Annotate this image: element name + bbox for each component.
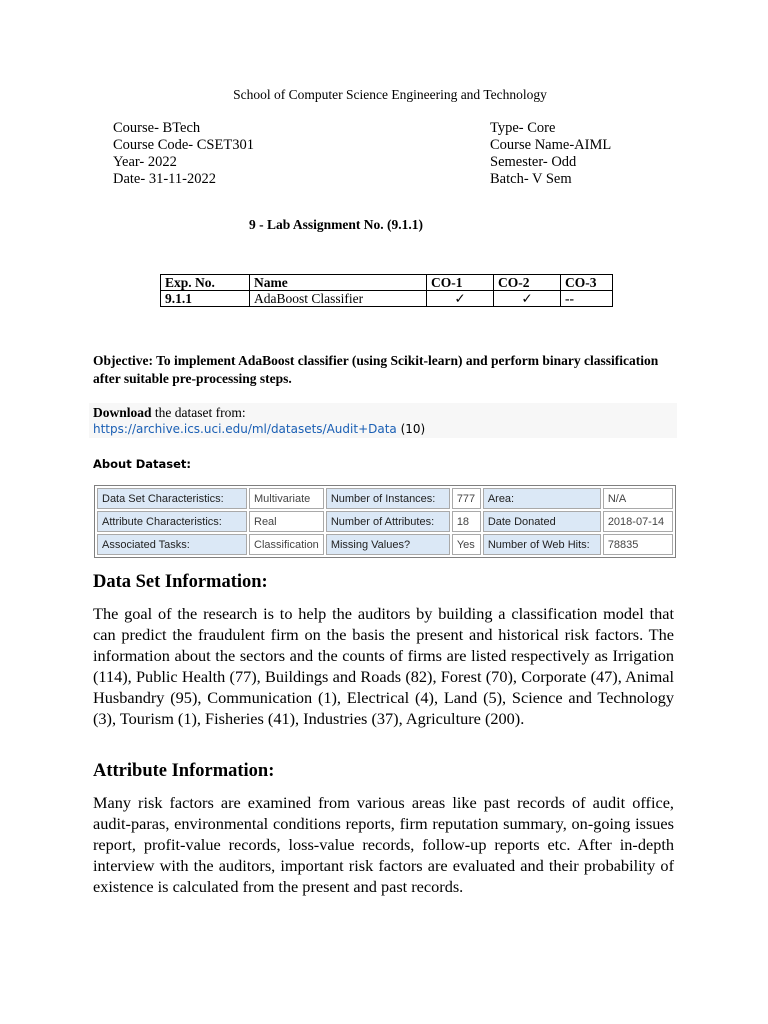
data-set-info-text: The goal of the research is to help the auditors by building a classification model that can predict the fraudulent firm on the basis the present and historical risk factors. The information about the sectors and the counts of firms are listed respectively as Irrigation (114), Public Health (77), Buildings and Roads (82), Forest (70), Corporate (47), Animal Husbandry (95), Communication (1), Electrical (4), Land (5), Science and Technology (3), Tourism (1), Fisheries (41), Industries (37), Agriculture (200). <box>93 604 674 728</box>
batch-field: Batch- V Sem <box>490 171 572 187</box>
type-field: Type- Core <box>490 120 556 136</box>
course-field: Course- BTech <box>113 120 201 136</box>
experiment-table <box>160 274 613 307</box>
dataset-row <box>97 534 673 555</box>
dataset-cell-label: Attribute Characteristics: <box>97 511 247 532</box>
download-line <box>93 405 246 421</box>
course-code-field: Course Code- CSET301 <box>113 137 254 153</box>
experiment-table-header <box>161 275 613 291</box>
dataset-cell-label: Missing Values? <box>326 534 450 555</box>
exp-name-cell: AdaBoost Classifier <box>250 291 427 307</box>
dataset-link[interactable]: https://archive.ics.uci.edu/ml/datasets/Audit+Data <box>93 422 397 436</box>
about-dataset-label: About Dataset: <box>93 457 192 471</box>
year-field: Year- 2022 <box>113 154 177 170</box>
dataset-cell-value: 78835 <box>603 534 673 555</box>
attribute-info-text: Many risk factors are examined from various areas like past records of audit office, audit-paras, environmental conditions reports, firm reputation summary, on-going issues report, profit-value records, loss-value records, follow-up reports etc. After in-depth interview with the auditors, important risk factors are evaluated and their probability of existence is calculated from the present and past records. <box>93 793 674 896</box>
dataset-cell-label: Date Donated <box>483 511 601 532</box>
dataset-cell-value: Multivariate <box>249 488 324 509</box>
dataset-cell-label: Number of Instances: <box>326 488 450 509</box>
course-meta-left <box>113 120 254 188</box>
dataset-cell-value: N/A <box>603 488 673 509</box>
dataset-cell-label: Number of Attributes: <box>326 511 450 532</box>
header-co2: CO-2 <box>494 275 561 291</box>
co3-cell: -- <box>561 291 613 307</box>
dataset-row <box>97 511 673 532</box>
header-name: Name <box>250 275 427 291</box>
school-title: School of Computer Science Engineering and Technology <box>233 87 547 102</box>
dataset-row <box>97 488 673 509</box>
header-co1: CO-1 <box>427 275 494 291</box>
dataset-cell-value: 18 <box>452 511 481 532</box>
dataset-cell-value: Classification <box>249 534 324 555</box>
course-meta-right <box>490 120 611 188</box>
download-url-line <box>93 422 425 436</box>
reference-number: (10) <box>396 422 426 436</box>
semester-field: Semester- Odd <box>490 154 577 170</box>
lab-assignment-heading: 9 - Lab Assignment No. (9.1.1) <box>249 217 424 232</box>
dataset-cell-value: Real <box>249 511 324 532</box>
download-rest: the dataset from: <box>151 405 246 420</box>
header-exp-no: Exp. No. <box>161 275 250 291</box>
download-box <box>89 403 677 438</box>
dataset-cell-value: Yes <box>452 534 481 555</box>
co1-check-icon: ✓ <box>427 291 494 307</box>
dataset-cell-label: Associated Tasks: <box>97 534 247 555</box>
co2-check-icon: ✓ <box>494 291 561 307</box>
objective-text: Objective: To implement AdaBoost classifier (using Scikit-learn) and perform binary classification after suitable pre-processing steps. <box>93 353 659 386</box>
attribute-info-heading: Attribute Information: <box>93 761 275 781</box>
dataset-cell-label: Area: <box>483 488 601 509</box>
experiment-table-row <box>161 291 613 307</box>
dataset-cell-value: 2018-07-14 <box>603 511 673 532</box>
date-field: Date- 31-11-2022 <box>113 171 216 187</box>
course-name-field: Course Name-AIML <box>490 137 612 153</box>
dataset-info-table <box>94 485 676 558</box>
download-label: Download <box>93 405 152 420</box>
header-co3: CO-3 <box>561 275 613 291</box>
exp-no-cell: 9.1.1 <box>161 291 250 307</box>
data-set-info-heading: Data Set Information: <box>93 572 268 592</box>
dataset-cell-value: 777 <box>452 488 481 509</box>
dataset-cell-label: Number of Web Hits: <box>483 534 601 555</box>
dataset-cell-label: Data Set Characteristics: <box>97 488 247 509</box>
